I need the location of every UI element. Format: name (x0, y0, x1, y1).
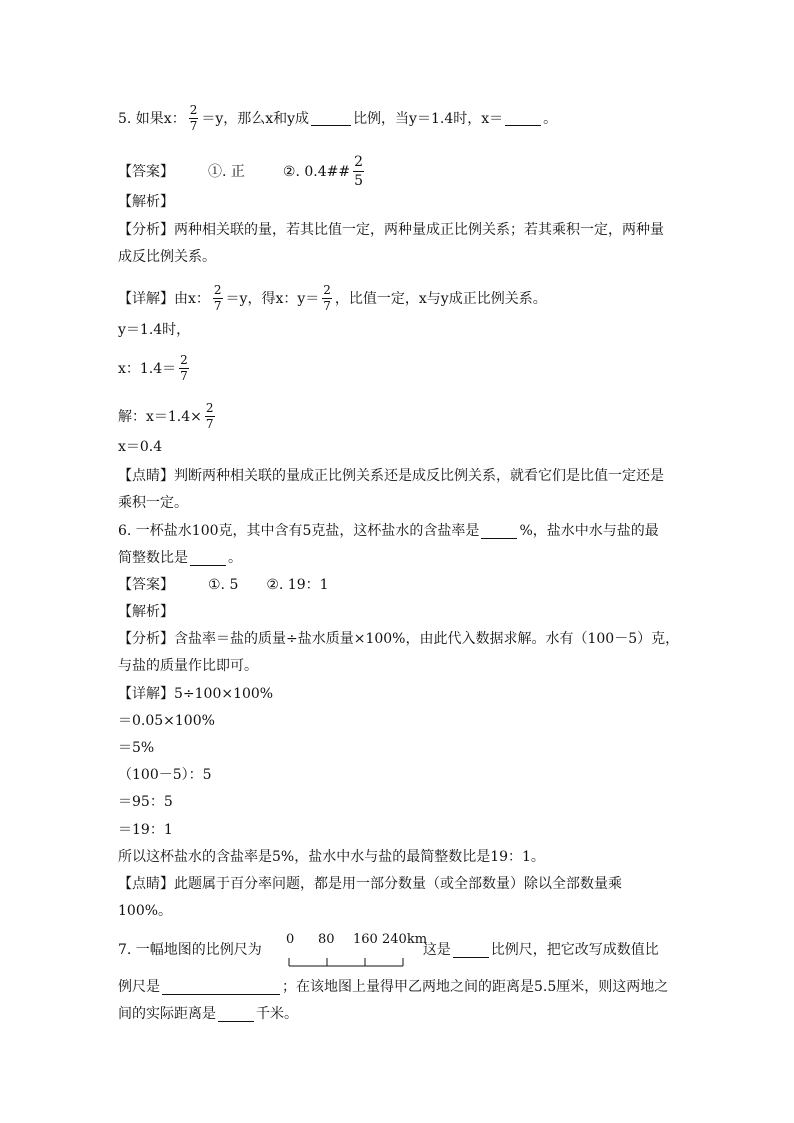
e6-step-5: ＝19：1 (118, 822, 173, 838)
q6-line1b: %，盐水中水与盐的最 (519, 523, 659, 539)
e5-f3-den: 7 (180, 369, 188, 383)
q5-end: 。 (543, 110, 558, 127)
answer-5 (118, 154, 367, 189)
e6-conclusion: 所以这杯盐水的含盐率是5%，盐水中水与盐的最简整数比是19：1。 (118, 849, 545, 865)
a5-frac-den: 5 (354, 173, 364, 189)
scale-label-160: 160 (353, 932, 378, 947)
q6-line1a: 6. 一杯盐水100克，其中含有5克盐，这杯盐水的含盐率是 (118, 523, 480, 539)
question-7-line2 (118, 977, 668, 997)
question-6-line2 (118, 548, 242, 568)
e5-dianjing-line2: 乘积一定。 (118, 495, 188, 511)
question-6-line1 (118, 521, 659, 541)
e5-dianjing-line1: 【点睛】判断两种相关联的量成正比例关系还是成反比例关系，就看它们是比值一定还是 (118, 468, 664, 484)
e5-xiangjie (118, 284, 547, 313)
e5-f2-den: 7 (323, 299, 331, 313)
e6-step-4: ＝95：5 (118, 794, 173, 810)
e5-fraction-1 (213, 284, 223, 313)
e5-step-3 (118, 402, 218, 431)
e6-step-1: ＝0.05×100% (118, 713, 215, 729)
a5-answer-1: ①. 正 (208, 163, 245, 180)
q7-blank-1[interactable] (453, 943, 489, 958)
e5-step2-text: x：1.4＝ (118, 360, 177, 377)
q7-line2b: ；在该地图上量得甲乙两地之间的距离是5.5厘米，则这两地之 (282, 979, 669, 995)
e5-f4-num: 2 (205, 401, 214, 415)
q7-blank-2[interactable] (162, 980, 280, 995)
a6-answer-1: ①. 5 (208, 577, 239, 593)
q5-prefix: 5. 如果x： (118, 110, 186, 127)
e6-dianjing-line1: 【点睛】此题属于百分率问题，都是用一部分数量（或全部数量）除以全部数量乘 (118, 876, 622, 892)
q7-line3a: 间的实际距离是 (118, 1006, 216, 1022)
e5-f2-num: 2 (323, 283, 331, 297)
e6-jiexi: 【解析】 (118, 604, 174, 620)
e6-xiangjie: 【详解】5÷100×100% (118, 686, 274, 702)
e6-step-3: （100－5）：5 (118, 767, 212, 783)
scale-label-0: 0 (286, 932, 295, 947)
scale-label-80: 80 (318, 932, 335, 947)
q5-fraction (189, 104, 199, 133)
q7-blank-3[interactable] (218, 1007, 254, 1022)
q5-mid1: ＝y，那么x和y成 (201, 110, 310, 127)
q7-line3b: 千米。 (256, 1006, 298, 1022)
e5-xiangjie-a: 【详解】由x： (118, 290, 210, 307)
line-scale-diagram (280, 932, 428, 972)
q7-after-scale: 这是 (422, 942, 451, 958)
e6-step-2: ＝5% (118, 740, 155, 756)
a5-fraction (353, 154, 364, 189)
e5-step-4: x＝0.4 (118, 439, 163, 455)
a6-answer-2: ②. 19：1 (266, 577, 329, 593)
q7-line2a: 例尺是 (118, 979, 160, 995)
e5-fenxi-line2: 成反比例关系。 (118, 249, 216, 265)
a5-frac-num: 2 (354, 154, 364, 170)
e6-fenxi-line1: 【分析】含盐率＝盐的质量÷盐水质量×100%，由此代入数据求解。水有（100－5）克， (118, 631, 680, 647)
scale-bar (280, 932, 420, 972)
q6-blank-2[interactable] (190, 551, 226, 566)
e5-fraction-2 (322, 284, 332, 313)
e5-xiangjie-b: ＝y，得x：y＝ (225, 290, 320, 307)
e5-step3-text: 解：x＝1.4× (118, 408, 202, 425)
e5-fenxi-line1: 【分析】两种相关联的量，若其比值一定，两种量成正比例关系；若其乘积一定，两种量 (118, 222, 664, 238)
question-5 (118, 104, 557, 133)
e6-dianjing-line2: 100%。 (118, 903, 173, 919)
q5-blank-1[interactable] (311, 111, 351, 126)
e5-fraction-3 (179, 354, 189, 383)
e6-fenxi-line2: 与盐的质量作比即可。 (118, 658, 258, 674)
q5-frac-den: 7 (189, 119, 198, 133)
q7-mid1: 比例尺，把它改写成数值比 (490, 942, 659, 958)
a5-answer-2: ②. 0.4## (282, 163, 351, 180)
fraction-bar (353, 171, 364, 172)
q5-blank-2[interactable] (505, 111, 541, 126)
e5-fraction-4 (205, 402, 215, 431)
e5-step-2 (118, 354, 192, 383)
q6-line2b: 。 (228, 550, 242, 566)
e5-f1-num: 2 (213, 283, 222, 297)
e5-f1-den: 7 (213, 299, 222, 313)
answer-tag: 【答案】 (118, 577, 174, 593)
e5-f4-den: 7 (205, 417, 214, 431)
e5-jiexi: 【解析】 (118, 194, 174, 210)
q5-frac-num: 2 (189, 103, 198, 117)
q7-prefix: 7. 一幅地图的比例尺为 (118, 942, 262, 958)
scale-label-240km: 240km (382, 932, 428, 947)
e5-f3-num: 2 (180, 353, 188, 367)
e5-xiangjie-c: ，比值一定，x与y成正比例关系。 (334, 290, 547, 307)
q5-mid2: 比例，当y＝1.4时，x＝ (353, 110, 504, 127)
e5-step-1: y＝1.4时， (118, 322, 191, 338)
answer-tag: 【答案】 (118, 163, 174, 180)
q6-blank-1[interactable] (481, 524, 517, 539)
question-7-line3 (118, 1004, 298, 1024)
answer-6 (118, 575, 329, 595)
q6-line2a: 简整数比是 (118, 550, 188, 566)
